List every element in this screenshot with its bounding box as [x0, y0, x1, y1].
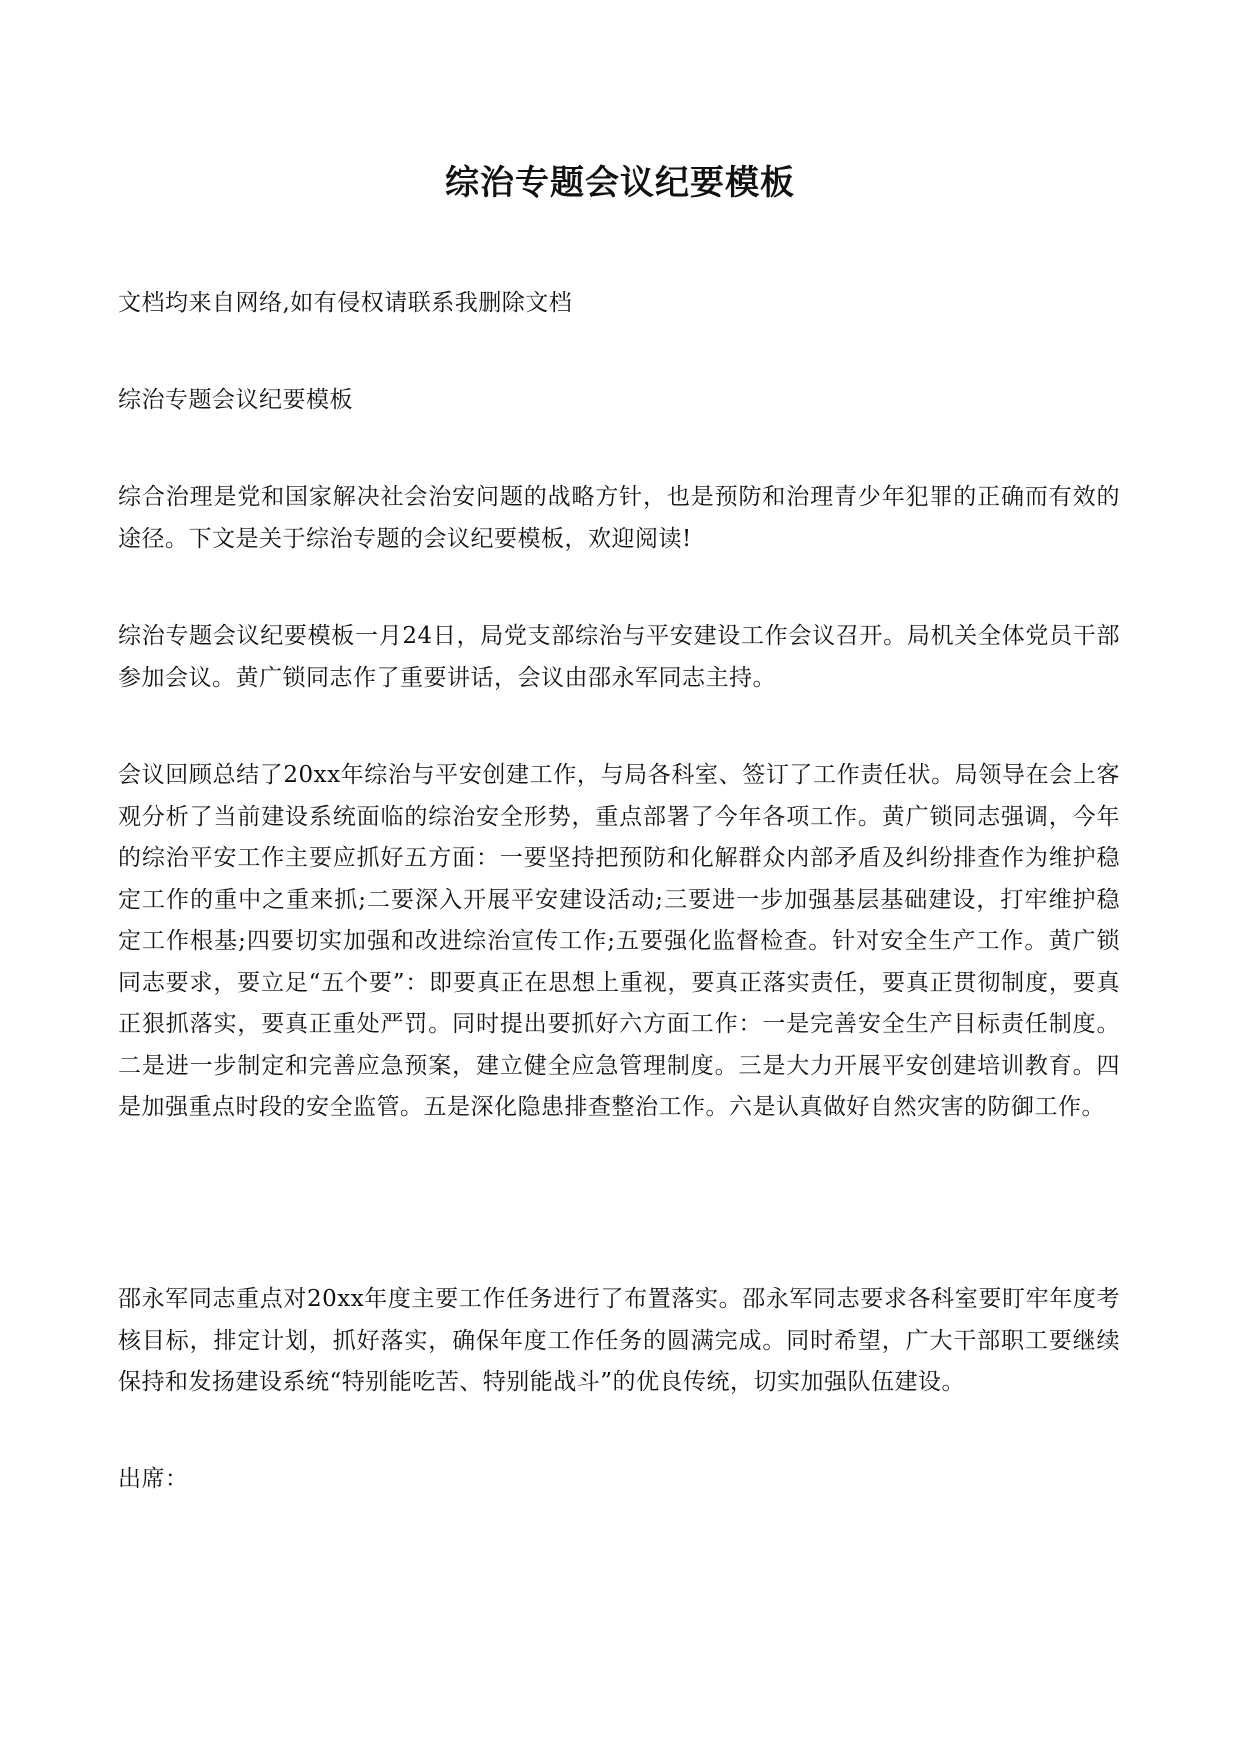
- document-title: 综治专题会议纪要模板: [445, 163, 795, 203]
- attendance-label: 出席：: [118, 1466, 189, 1492]
- task-paragraph: 邵永军同志重点对20xx年度主要工作任务进行了布置落实。邵永军同志要求各科室要盯牢年度考核目标，排定计划，抓好落实，确保年度工作任务的圆满完成。同时希望，广大干部职工要继续保持和发扬建设系统“特别能吃苦、特别能战斗”的优良传统，切实加强队伍建设。: [118, 1286, 1120, 1395]
- disclaimer-paragraph: 文档均来自网络,如有侵权请联系我删除文档: [118, 290, 573, 316]
- meeting-paragraph: 综治专题会议纪要模板一月24日，局党支部综治与平安建设工作会议召开。局机关全体党员干部参加会议。黄广锁同志作了重要讲话，会议由邵永军同志主持。: [118, 623, 1120, 691]
- subtitle-paragraph: 综治专题会议纪要模板: [118, 387, 353, 413]
- intro-paragraph: 综合治理是党和国家解决社会治安问题的战略方针，也是预防和治理青少年犯罪的正确而有效的途径。下文是关于综治专题的会议纪要模板，欢迎阅读!: [118, 484, 1120, 552]
- review-paragraph: 会议回顾总结了20xx年综治与平安创建工作，与局各科室、签订了工作责任状。局领导在会上客观分析了当前建设系统面临的综治安全形势，重点部署了今年各项工作。黄广锁同志强调，今年的综治平安工作主要应抓好五方面：一要坚持把预防和化解群众内部矛盾及纠纷排查作为维护稳定工作的重中之重来抓;二要深入开展平安建设活动;三要进一步加强基层基础建设，打牢维护稳定工作根基;四要切实加强和改进综治宣传工作;五要强化监督检查。针对安全生产工作。黄广锁同志要求，要立足“五个要”：即要真正在思想上重视，要真正落实责任，要真正贯彻制度，要真正狠抓落实，要真正重处严罚。同时提出要抓好六方面工作：一是完善安全生产目标责任制度。二是进一步制定和完善应急预案，建立健全应急管理制度。三是大力开展平安创建培训教育。四是加强重点时段的安全监管。五是深化隐患排查整治工作。六是认真做好自然灾害的防御工作。: [118, 762, 1120, 1120]
